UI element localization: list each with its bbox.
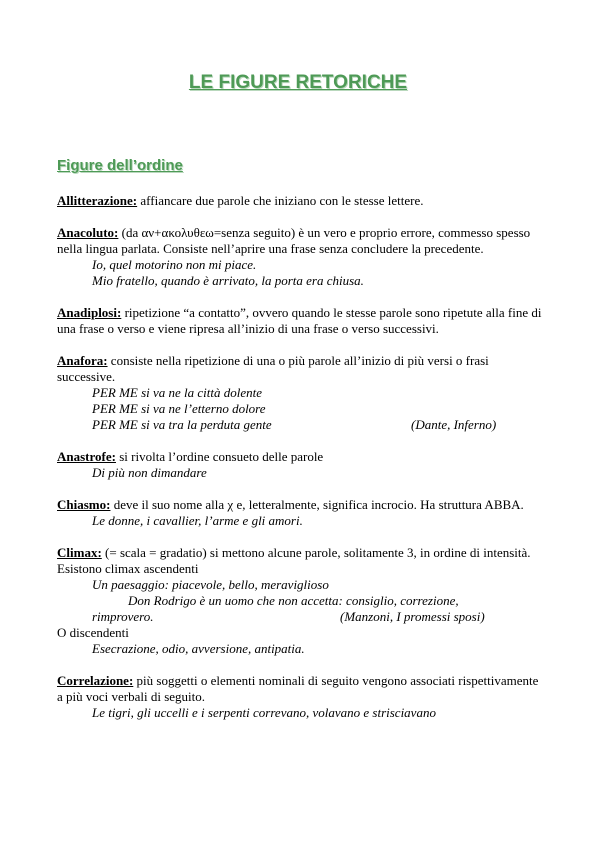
citation-source: (Manzoni, I promessi sposi) (340, 609, 485, 624)
entry-correlazione (57, 673, 542, 721)
example-line: Esecrazione, odio, avversione, antipatia. (92, 641, 305, 656)
descending-label: O discendenti (57, 625, 129, 640)
example-line: Di più non dimandare (92, 465, 207, 480)
page-title: LE FIGURE RETORICHE (188, 72, 408, 93)
entry-anastrofe (57, 449, 542, 481)
definition-text: consiste nella ripetizione di una o più parole all’inizio di più versi o frasi successive. (57, 353, 489, 384)
entry-allitterazione (57, 193, 542, 209)
example-line: Io, quel motorino non mi piace. (92, 257, 257, 272)
section-heading: Figure dell’ordine (57, 157, 183, 174)
entry-anadiplosi (57, 305, 542, 337)
example-text: rimprovero. (92, 609, 154, 624)
entry-anacoluto (57, 225, 542, 289)
definition-text: deve il suo nome alla χ e, letteralmente, significa incrocio. Ha struttura ABBA. (110, 497, 524, 512)
entry-anafora (57, 353, 542, 433)
definition-text: (= scala = gradatio) si mettono alcune parole, solitamente 3, in ordine di intensità. Esistono climax ascendenti (57, 545, 531, 576)
example-line: Don Rodrigo è un uomo che non accetta: consiglio, correzione, (128, 593, 459, 608)
term-label: Allitterazione: (57, 193, 138, 208)
definition-text: si rivolta l’ordine consueto delle parole (115, 449, 324, 464)
definition-text: affiancare due parole che iniziano con le stesse lettere. (137, 193, 424, 208)
example-line: Le donne, i cavallier, l’arme e gli amori. (92, 513, 303, 528)
term-label: Anacoluto: (57, 225, 119, 240)
citation-source: (Dante, Inferno) (411, 417, 497, 432)
example-line: Mio fratello, quando è arrivato, la porta era chiusa. (92, 273, 364, 288)
term-label: Anadiplosi: (57, 305, 122, 320)
definition-text: (da αν+ακολυθεω=senza seguito) è un vero e proprio errore, commesso spesso nella lingua parlata. Consiste nell’aprire una frase senza concludere la precedente. (57, 225, 531, 256)
entry-chiasmo (57, 497, 542, 529)
term-label: Climax: (57, 545, 102, 560)
term-label: Anastrofe: (57, 449, 116, 464)
term-label: Chiasmo: (57, 497, 111, 512)
example-line: Un paesaggio: piacevole, bello, meraviglioso (92, 577, 329, 592)
entry-climax (57, 545, 542, 657)
example-line: PER ME si va ne la città dolente (92, 385, 263, 400)
example-line (57, 609, 542, 625)
example-line: PER ME si va ne l’etterno dolore (92, 401, 266, 416)
term-label: Correlazione: (57, 673, 134, 688)
example-text: PER ME si va tra la perduta gente (92, 417, 272, 432)
term-label: Anafora: (57, 353, 108, 368)
definition-text: ripetizione “a contatto”, ovvero quando le stesse parole sono ripetute alla fine di una frase o verso e viene ripresa all’inizio di una frase o verso successivi. (57, 305, 542, 336)
example-line: Le tigri, gli uccelli e i serpenti correvano, volavano e strisciavano (92, 705, 436, 720)
example-line (57, 417, 542, 433)
definition-text: più soggetti o elementi nominali di seguito vengono associati rispettivamente a più voci verbali di seguito. (57, 673, 539, 704)
document-body (57, 193, 542, 737)
